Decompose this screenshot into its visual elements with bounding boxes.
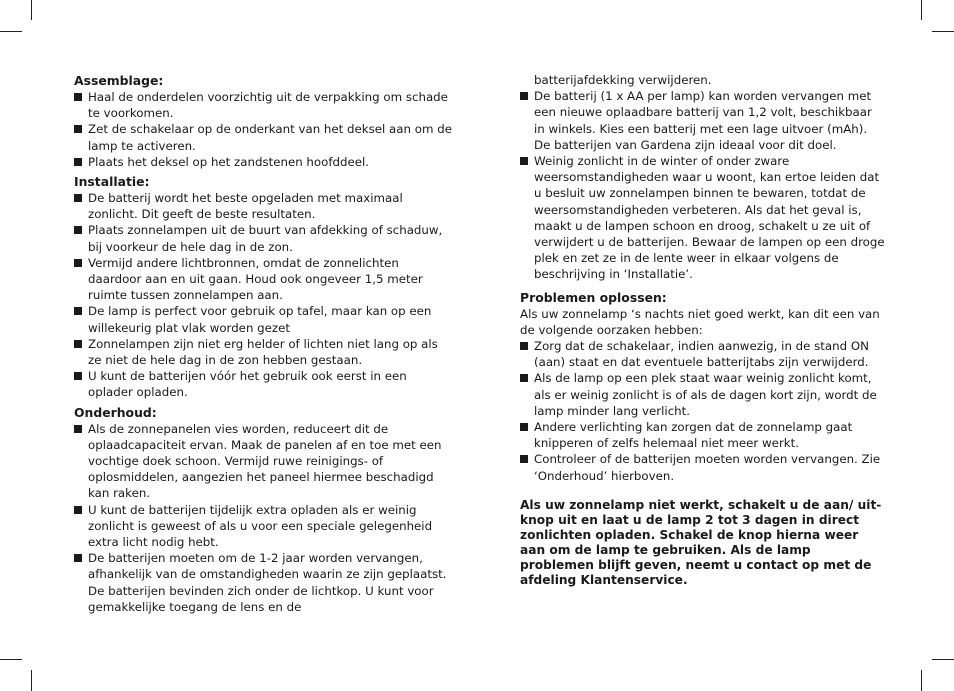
list-item: De batterij wordt het beste opgeladen met maximaal zonlicht. Dit geeft de beste resultaten. [74, 190, 452, 222]
crop-mark [0, 31, 22, 32]
list-item: Als de zonnepanelen vies worden, reduceert dit de oplaadcapaciteit ervan. Maak de panelen af en toe met een vochtige doek schoon. Vermijd ruwe reinigings- of oplosmiddelen, aangezien het paneel hiermee beschadigd kan raken. [74, 421, 452, 502]
crop-mark [921, 670, 922, 691]
crop-mark [31, 0, 32, 20]
crop-mark [932, 31, 954, 32]
section-intro: Als uw zonnelamp ‘s nachts niet goed werkt, kan dit een van de volgende oorzaken hebben: [520, 306, 880, 337]
section-assemblage [74, 72, 452, 170]
section-problemen-oplossen [520, 289, 886, 484]
crop-mark [0, 659, 22, 660]
list-item: Zorg dat de schakelaar, indien aanwezig, in de stand ON (aan) staat en dat eventuele batterijtabs zijn verwijderd. [520, 338, 886, 370]
bullet-list [74, 421, 452, 615]
right-column [520, 72, 886, 588]
left-column [74, 72, 452, 615]
list-item: De batterijen moeten om de 1-2 jaar worden vervangen, afhankelijk van de omstandigheden waarin ze zijn geplaatst. De batterijen bevinden zich onder de lichtkop. U kunt voor gemakkelijke toegang de lens en de [74, 550, 452, 615]
list-item: Vermijd andere lichtbronnen, omdat de zonnelichten daardoor aan en uit gaan. Houd ook ongeveer 1,5 meter ruimte tussen zonnelampen aan. [74, 255, 452, 304]
section-heading: Problemen oplossen: [520, 289, 667, 305]
list-item: Andere verlichting kan zorgen dat de zonnelamp gaat knipperen of zelfs helemaal niet meer werkt. [520, 419, 886, 451]
crop-mark [921, 0, 922, 20]
list-item: Weinig zonlicht in de winter of onder zware weersomstandigheden waar u woont, kan ertoe leiden dat u besluit uw zonnelampen binnen te bewaren, totdat de weersomstandigheden verbeteren. Als dat het geval is, maakt u de lampen schoon en droog, schakelt u ze uit of verwijdert u de batterijen. Bewaar de lampen op een droge plek en zet ze in de lente weer in elkaar volgens de beschrijving in ‘Installatie’. [520, 153, 886, 283]
list-item: Controleer of de batterijen moeten worden vervangen. Zie ‘Onderhoud’ hierboven. [520, 451, 886, 483]
crop-mark [932, 659, 954, 660]
bullet-list [74, 89, 452, 170]
list-item: U kunt de batterijen vóór het gebruik ook eerst in een oplader opladen. [74, 368, 452, 400]
list-item: De lamp is perfect voor gebruik op tafel, maar kan op een willekeurig plat vlak worden gezet [74, 303, 452, 335]
section-installatie [74, 173, 452, 401]
list-item: Zet de schakelaar op de onderkant van het deksel aan om de lamp te activeren. [74, 121, 452, 153]
bullet-list [520, 338, 886, 484]
bullet-list [520, 72, 886, 283]
bullet-list [74, 190, 452, 401]
list-item: Als de lamp op een plek staat waar weinig zonlicht komt, als er weinig zonlicht is of als de dagen kort zijn, wordt de lamp minder lang verlicht. [520, 370, 886, 419]
list-item: Plaats het deksel op het zandstenen hoofddeel. [74, 154, 452, 170]
list-item: De batterij (1 x AA per lamp) kan worden vervangen met een nieuwe oplaadbare batterij van 1,2 volt, beschikbaar in winkels. Kies een batterij met een lage uitvoer (mAh). De batterijen van Gardena zijn ideaal voor dit doel. [520, 88, 886, 153]
list-item: Haal de onderdelen voorzichtig uit de verpakking om schade te voorkomen. [74, 89, 452, 121]
section-heading: Assemblage: [74, 73, 164, 88]
section-heading: Onderhoud: [74, 404, 157, 420]
crop-mark [31, 670, 32, 691]
notice-paragraph: Als uw zonnelamp niet werkt, schakelt u de aan/ uit-knop uit en laat u de lamp 2 tot 3 dagen in direct zonlichten opladen. Schakel de knop hierna weer aan om de lamp te gebruiken. Als de lamp problemen blijft geven, neemt u contact op met de afdeling Klantenservice. [520, 497, 882, 587]
section-heading: Installatie: [74, 174, 150, 190]
list-item: U kunt de batterijen tijdelijk extra opladen als er weinig zonlicht is geweest of als u voor een speciale gelegenheid extra licht nodig hebt. [74, 502, 452, 551]
list-item-continuation: batterijafdekking verwijderen. [534, 73, 712, 87]
list-item: Plaats zonnelampen uit de buurt van afdekking of schaduw, bij voorkeur de hele dag in de zon. [74, 222, 452, 254]
section-onderhoud [74, 404, 452, 615]
list-item: Zonnelampen zijn niet erg helder of lichten niet lang op als ze niet de hele dag in de zon hebben gestaan. [74, 336, 452, 368]
